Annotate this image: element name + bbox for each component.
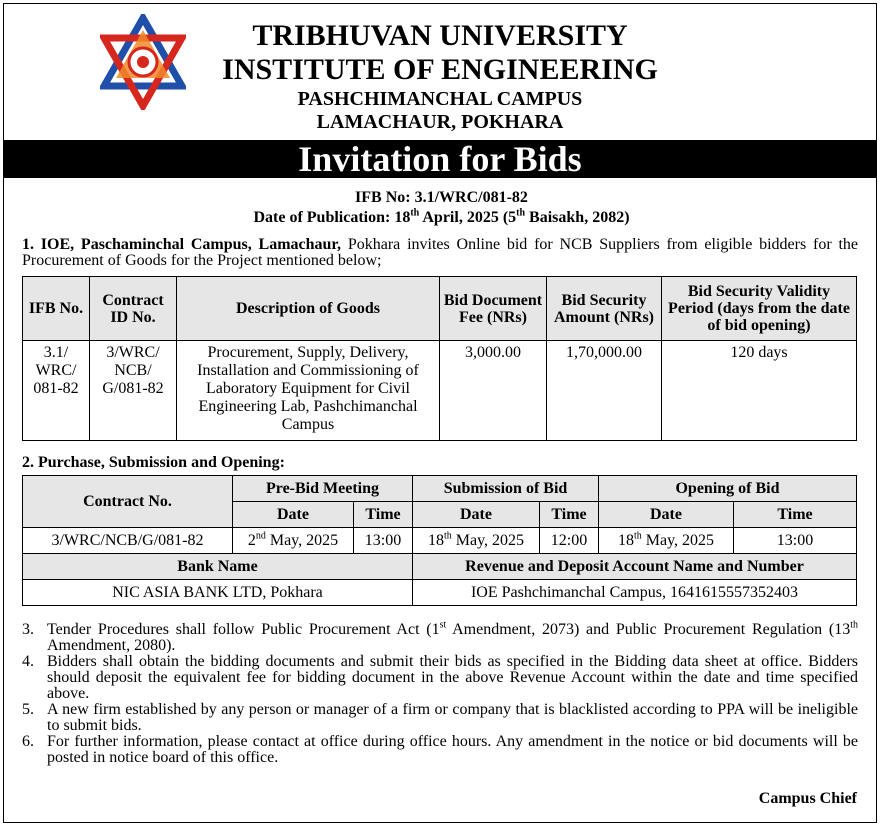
cell-bank-name: NIC ASIA BANK LTD, Pokhara [23,580,413,606]
cell-doc-fee: 3,000.00 [440,341,547,441]
institute-name: INSTITUTE OF ENGINEERING [222,53,658,86]
ifb-number: IFB No: 3.1/WRC/081-82 [355,189,528,206]
cell-submission-time: 12:00 [540,528,599,554]
cell-contract-no: 3/WRC/NCB/G/081-82 [23,528,233,554]
header-security-amount: Bid Security Amount (NRs) [547,277,662,341]
header-opening: Opening of Bid [599,476,857,502]
cell-security-amount: 1,70,000.00 [547,341,662,441]
list-item: 6. For further information, please contact at office during office hours. Any amendment in the notice or bid documents will be posted in notice board of this office. [22,733,858,766]
header-bank-name: Bank Name [23,554,413,580]
header-submission: Submission of Bid [413,476,599,502]
header-doc-fee: Bid Document Fee (NRs) [440,277,547,341]
header-ifb-no: IFB No. [23,277,90,341]
header-submission-date: Date [413,502,540,528]
header-opening-date: Date [599,502,734,528]
campus-name: PASHCHIMANCHAL CAMPUS [297,88,583,110]
intro-paragraph: 1. IOE, Paschaminchal Campus, Lamachaur, Pokhara invites Online bid for NCB Suppliers from eligible bidders for the Procurement of Goods for the Project mentioned below; [22,236,858,269]
header-prebid-time: Time [354,502,413,528]
header-submission-time: Time [540,502,599,528]
list-item: 4. Bidders shall obtain the bidding documents and submit their bids as specified in the Bidding data sheet at office. Bidders should deposit the equivalent fee for bidding document in the above Revenue Account within the date and time specified above. [22,653,858,702]
table-row [23,580,857,606]
table-row [23,528,857,554]
campus-location: LAMACHAUR, POKHARA [316,111,564,133]
header-description: Description of Goods [177,277,440,341]
header-account: Revenue and Deposit Account Name and Number [413,554,857,580]
signature-campus-chief: Campus Chief [758,790,857,807]
publication-date: Date of Publication: 18th April, 2025 (5th Baisakh, 2082) [253,207,630,226]
bid-details-table [22,276,857,441]
header-prebid: Pre-Bid Meeting [233,476,413,502]
header-prebid-date: Date [233,502,354,528]
cell-prebid-date: 2nd May, 2025 [233,528,354,554]
header-contract-id: Contract ID No. [90,277,177,341]
list-item: 3. Tender Procedures shall follow Public Procurement Act (1st Amendment, 2073) and Public Procurement Regulation (13th Amendment, 2080). [22,619,859,654]
schedule-table [22,475,857,606]
university-logo [100,14,186,110]
section-2-heading: 2. Purchase, Submission and Opening: [22,454,285,471]
cell-submission-date: 18th May, 2025 [413,528,540,554]
table-row [23,341,857,441]
cell-prebid-time: 13:00 [354,528,413,554]
cell-description: Procurement, Supply, Delivery, Installation and Commissioning of Laboratory Equipment for Civil Engineering Lab, Pashchimanchal Campus [177,341,440,441]
cell-contract-id: 3/WRC/ NCB/ G/081-82 [90,341,177,441]
list-item: 5. A new firm established by any person or manager of a firm or company that is blacklisted according to PPA will be ineligible to submit bids. [22,701,858,734]
conditions-list [22,619,859,766]
header-validity: Bid Security Validity Period (days from the date of bid opening) [662,277,857,341]
cell-account: IOE Pashchimanchal Campus, 1641615557352403 [413,580,857,606]
cell-ifb-no: 3.1/ WRC/ 081-82 [23,341,90,441]
header-opening-time: Time [734,502,857,528]
university-name: TRIBHUVAN UNIVERSITY [252,19,628,52]
cell-opening-time: 13:00 [734,528,857,554]
page-title: Invitation for Bids [3,140,877,178]
cell-validity: 120 days [662,341,857,441]
header-contract-no: Contract No. [23,476,233,528]
cell-opening-date: 18th May, 2025 [599,528,734,554]
